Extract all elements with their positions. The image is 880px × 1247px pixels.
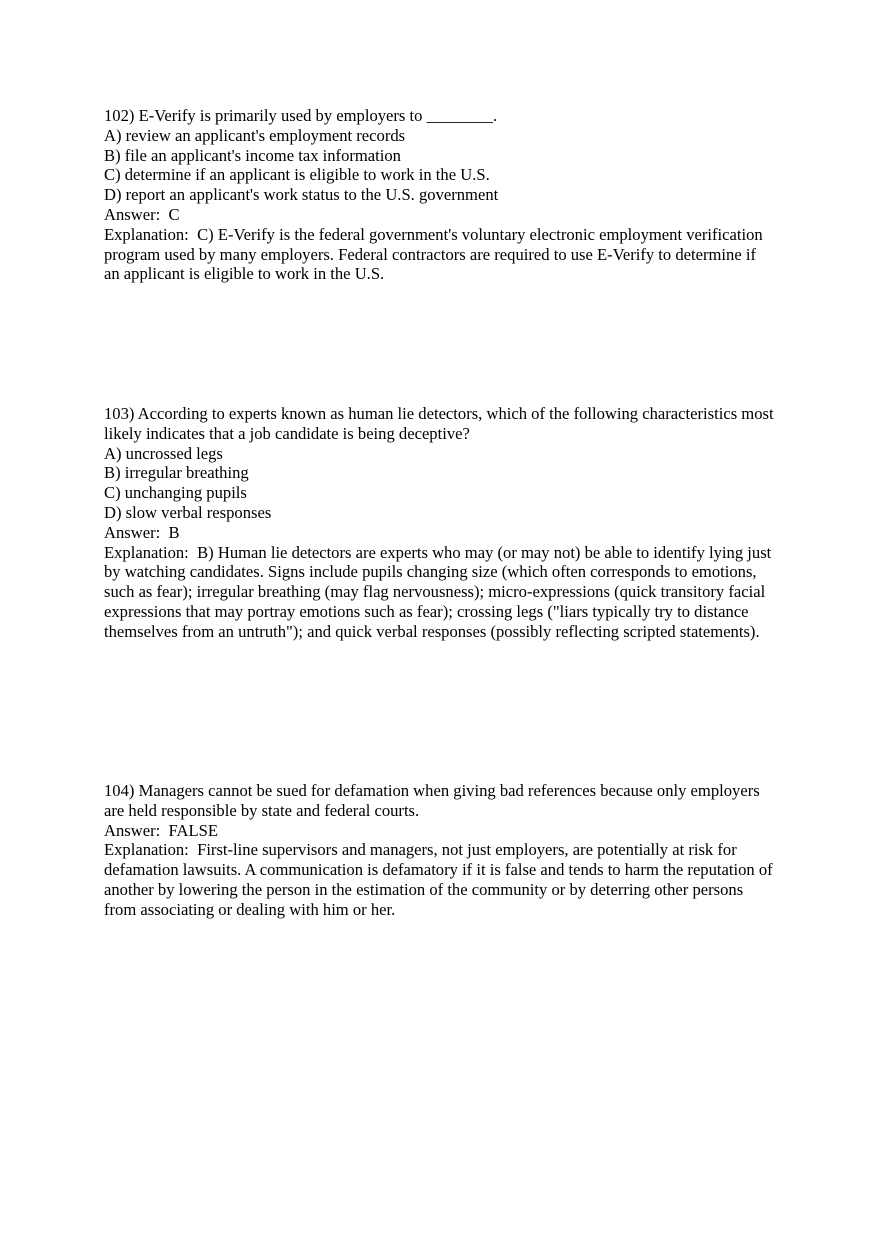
option-b: B) irregular breathing (104, 463, 249, 483)
question-stem: 102) E-Verify is primarily used by employers to ________. (104, 106, 498, 125)
explanation: Explanation: First-line supervisors and managers, not just employers, are potentially at risk for defamation lawsuits. A communication is defamatory if it is false and tends to harm the reputation of another by lowering the person in the estimation of the community or by deterring other persons from associating or dealing with him or her. (104, 840, 777, 919)
option-d: D) slow verbal responses (104, 502, 272, 522)
option-b: B) file an applicant's income tax information (104, 145, 401, 165)
question-stem: 103) According to experts known as human lie detectors, which of the following characteristics most likely indicates that a job candidate is being deceptive? (104, 404, 778, 443)
explanation: Explanation: B) Human lie detectors are experts who may (or may not) be able to identify lying just by watching candidates. Signs include pupils changing size (which often corresponds to emotions, such as fear); irregular breathing (may flag nervousness); micro-expressions (quick transitory facial expressions that may portray emotions such as fear); crossing legs ("liars typically try to distance themselves from an untruth"); and quick verbal responses (possibly reflecting scripted statements). (104, 542, 776, 641)
option-a: A) review an applicant's employment records (104, 125, 406, 145)
question-103 (104, 404, 778, 642)
option-a: A) uncrossed legs (104, 443, 223, 463)
option-c: C) unchanging pupils (104, 483, 247, 503)
explanation: Explanation: C) E-Verify is the federal government's voluntary electronic employment verification program used by many employers. Federal contractors are required to use E-Verify to determine if an applicant is eligible to work in the U.S. (104, 224, 767, 284)
answer: Answer: C (104, 204, 180, 224)
question-104 (104, 781, 777, 920)
question-stem: 104) Managers cannot be sued for defamation when giving bad references because only employers are held responsible by state and federal courts. (104, 781, 764, 820)
answer: Answer: B (104, 522, 180, 542)
answer: Answer: FALSE (104, 820, 219, 840)
option-d: D) report an applicant's work status to the U.S. government (104, 185, 499, 205)
option-c: C) determine if an applicant is eligible to work in the U.S. (104, 165, 490, 185)
question-102 (104, 106, 774, 284)
